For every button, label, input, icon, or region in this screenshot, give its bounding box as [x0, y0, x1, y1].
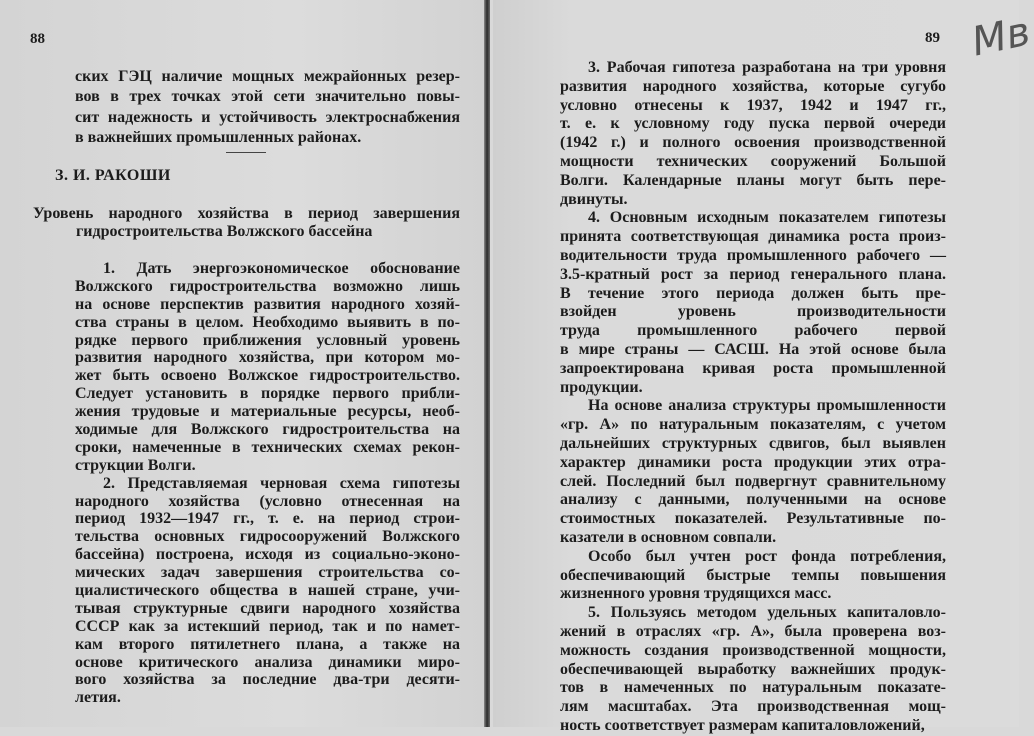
text-line: рядке первого приближения условный уровень [75, 331, 460, 349]
text-line: На основе анализа структуры промышленности [588, 397, 946, 415]
text-line: вов в трех точках этой сети значительно повы- [75, 88, 460, 106]
text-line: продукции. [560, 378, 643, 396]
text-line: слей. Последний был подвергнут сравнительному [560, 472, 946, 490]
continuation-paragraph [75, 67, 460, 148]
article-title [33, 205, 460, 241]
text-line: сит надежность и устойчивость электроснабжения [75, 108, 460, 126]
text-line: «гр. А» по натуральным показателям, с учетом [560, 416, 946, 434]
paragraph [560, 209, 946, 397]
title-line: гидростроительства Волжского бассейна [76, 223, 373, 240]
text-line: казатели в основном совпали. [560, 528, 777, 546]
text-line: на основе перспектив развития народного хозяй- [75, 295, 460, 313]
text-line: т. е. к условному году пуска первой очереди [560, 115, 946, 133]
text-line: условно отнесены к 1937, 1942 и 1947 гг., [560, 96, 946, 114]
text-line: мощности технических сооружений Большой [560, 152, 946, 170]
right-page [493, 0, 1019, 734]
text-line: сроки, намеченные в технических схемах рекон- [75, 438, 460, 456]
text-line: мических задач завершения строительства со- [75, 564, 460, 582]
text-line: тельства основных гидросооружений Волжского [75, 528, 460, 546]
left-body [75, 260, 460, 707]
text-line: в важнейших промышленных районах. [75, 128, 362, 146]
text-line: циалистического общества в нашей стране, учи- [75, 582, 460, 600]
page-number: 89 [925, 30, 940, 46]
text-line: кам второго пятилетнего плана, а также на [75, 635, 460, 653]
paragraph [75, 67, 460, 148]
text-line: ских ГЭЦ наличие мощных межрайонных резер- [75, 68, 460, 85]
text-line: ства страны в целом. Необходимо выявить в по- [75, 313, 460, 331]
paragraph [560, 59, 946, 209]
text-line: в мире страны — САСШ. На этой основе была [560, 340, 946, 358]
paragraph [560, 548, 946, 604]
paragraph [75, 260, 460, 475]
text-line: В течение этого периода должен быть пре- [560, 284, 946, 302]
text-line: жизненного уровня трудящихся масс. [560, 585, 832, 603]
text-line: характер динамики роста продукции этих отра- [560, 453, 946, 471]
text-line: Волжского гидростроительства возможно лишь [75, 277, 460, 295]
text-line: принята соответствующая динамика роста произ- [560, 228, 946, 246]
paragraph [560, 397, 946, 547]
text-line: двинуты. [560, 190, 628, 208]
text-line: 5. Пользуясь методом удельных капиталовло- [588, 604, 946, 622]
book-spine [484, 0, 490, 727]
text-line: 3. Рабочая гипотеза разработана на три уровня [588, 59, 946, 76]
text-line: обеспечивающей выработку важнейших продук- [560, 660, 946, 678]
text-line: труда промышленного рабочего первой [560, 322, 946, 340]
paragraph [75, 475, 460, 708]
text-line: жений в отраслях «гр. А», была проверена воз- [560, 622, 946, 640]
text-line: 3.5-кратный рост за период генерального плана. [560, 265, 946, 283]
author-name: З. И. РАКОШИ [55, 167, 171, 184]
text-line: жет быть освоено Волжское гидростроительство. [75, 367, 460, 385]
text-line: стоимостных показателей. Результативные по- [560, 510, 946, 528]
text-line: ходимые для Волжского гидростроительства на [75, 421, 460, 439]
right-body [560, 59, 946, 736]
text-line: Особо был учтен рост фонда потребления, [588, 547, 946, 565]
text-line: тов в намеченных по натуральным показате- [560, 679, 946, 697]
text-line: запроектирована кривая роста промышленной [560, 359, 946, 377]
text-line: развития народного хозяйства, которые сугубо [560, 77, 946, 95]
text-line: лям масштабах. Эта производственная мощ- [560, 698, 946, 716]
text-line: водительности труда промышленного рабочего — [560, 246, 946, 264]
text-line: взойден уровень производительности [560, 303, 946, 321]
title-line: Уровень народного хозяйства в период завершения [33, 205, 460, 222]
text-line: 2. Представляемая черновая схема гипотезы [103, 474, 460, 492]
text-line: жения трудовые и материальные ресурсы, необ- [75, 403, 460, 421]
text-line: анализу с данными, полученными на основе [560, 491, 946, 509]
text-line: можность создания производственной мощности, [560, 641, 946, 659]
text-line: дальнейших структурных сдвигов, был выявлен [560, 434, 946, 452]
text-line: основе критического анализа динамики миро- [75, 653, 460, 671]
text-line: обеспечивающий быстрые темпы повышения [560, 566, 946, 584]
text-line: Волги. Календарные планы могут быть пере- [560, 171, 946, 189]
text-line: Следует установить в порядке первого прибли- [75, 385, 460, 403]
section-divider [226, 152, 266, 153]
page-number: 88 [30, 31, 45, 47]
text-line: бассейна) построена, исходя из социально-эконо- [75, 546, 460, 564]
text-line: тывая структурные сдвиги народного хозяйства [75, 599, 460, 617]
paragraph [560, 604, 946, 736]
text-line: вого хозяйства за последние два-три десяти- [75, 671, 460, 689]
text-line: народного хозяйства (условно отнесенная на [75, 492, 460, 510]
text-line: (1942 г.) и полного освоения производственной [560, 134, 946, 152]
text-line: СССР как за истекший период, так и по намет- [75, 617, 460, 635]
text-line: 1. Дать энергоэкономическое обоснование [103, 260, 460, 277]
text-line: летия. [75, 689, 121, 707]
left-page [0, 0, 487, 727]
handwritten-mark: Мв [967, 8, 1034, 66]
text-line: струкции Волги. [75, 456, 196, 474]
text-line: 4. Основным исходным показателем гипотезы [588, 209, 946, 227]
text-line: ность соответствует размерам капиталовложений, [560, 716, 925, 734]
text-line: развития народного хозяйства, при котором мо- [75, 349, 460, 367]
text-line: период 1932—1947 гг., т. е. на период строи- [75, 510, 460, 528]
